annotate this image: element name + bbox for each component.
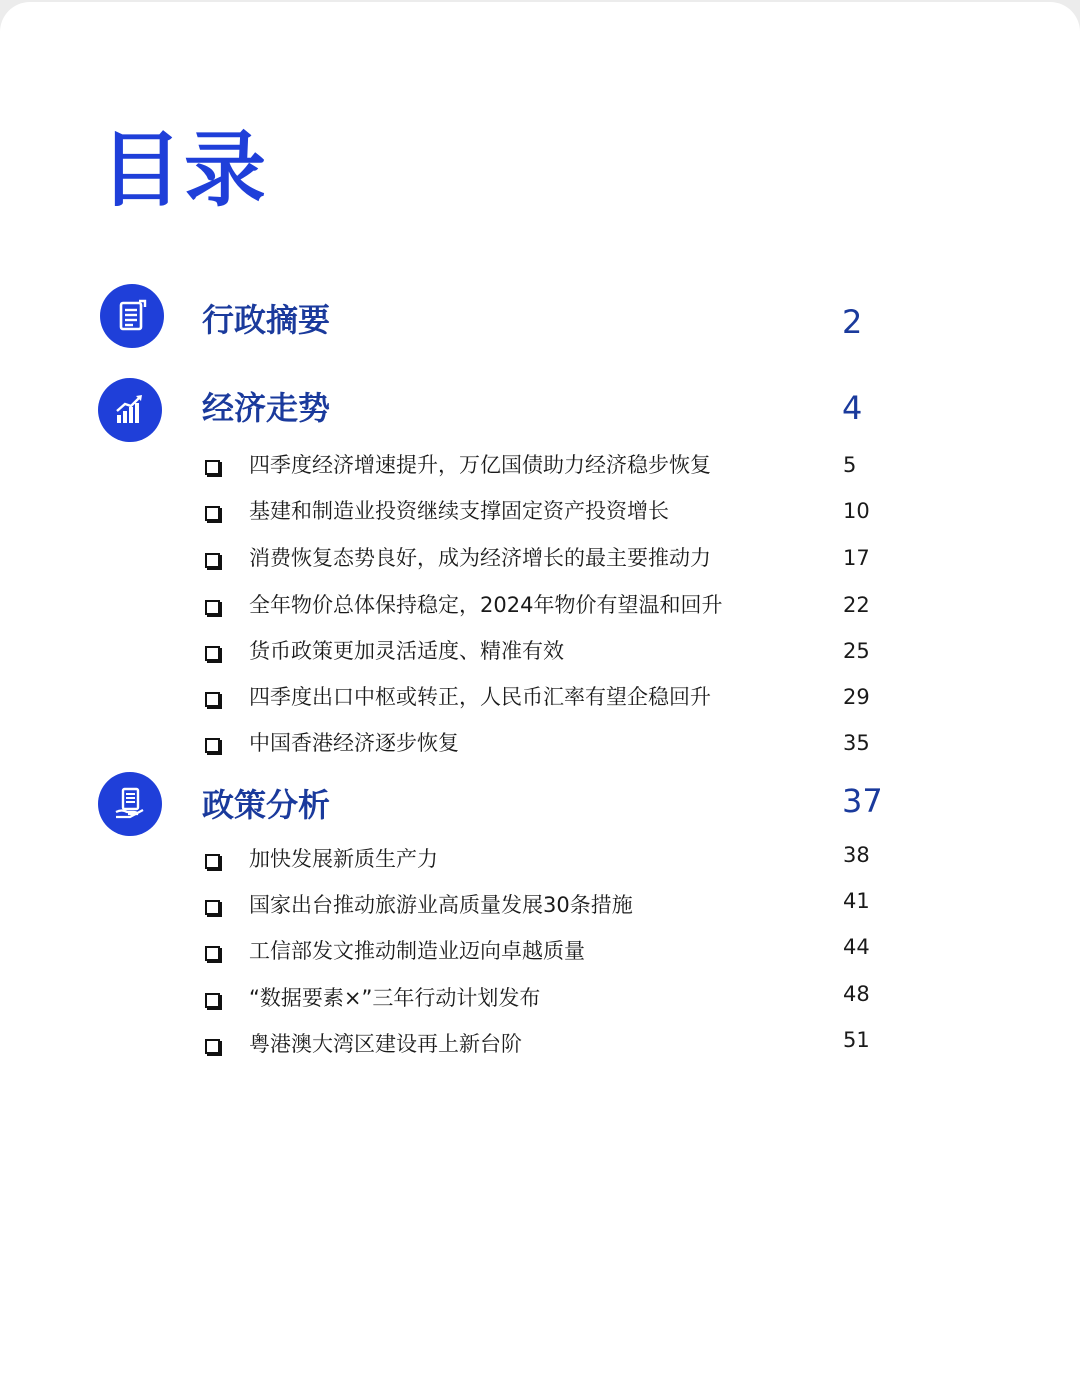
toc-item[interactable]: 四季度经济增速提升，万亿国债助力经济稳步恢复 <box>249 453 711 477</box>
toc-item[interactable]: 粤港澳大湾区建设再上新台阶 <box>249 1032 522 1056</box>
checkbox-icon <box>205 946 220 961</box>
checkbox-icon <box>205 506 220 521</box>
toc-item[interactable]: 基建和制造业投资继续支撑固定资产投资增长 <box>249 499 669 523</box>
section-page-number: 2 <box>842 303 863 341</box>
section-page-number: 4 <box>842 389 863 427</box>
page-title: 目录 <box>100 123 269 218</box>
toc-item-page: 44 <box>843 935 870 959</box>
checkbox-icon <box>205 600 220 615</box>
section-title[interactable]: 政策分析 <box>202 786 331 824</box>
toc-item[interactable]: 全年物价总体保持稳定，2024年物价有望温和回升 <box>249 593 723 617</box>
toc-item-page: 48 <box>843 982 870 1006</box>
toc-item[interactable]: 四季度出口中枢或转正，人民币汇率有望企稳回升 <box>249 685 711 709</box>
toc-page <box>0 2 1080 1386</box>
toc-item[interactable]: “数据要素×”三年行动计划发布 <box>249 986 541 1010</box>
section-title[interactable]: 经济走势 <box>202 389 331 427</box>
toc-item[interactable]: 消费恢复态势良好，成为经济增长的最主要推动力 <box>249 546 711 570</box>
checkbox-icon <box>205 854 220 869</box>
toc-item[interactable]: 国家出台推动旅游业高质量发展30条措施 <box>249 893 633 917</box>
checkbox-icon <box>205 553 220 568</box>
policy-document-hand-icon <box>98 772 162 836</box>
chart-growth-icon <box>98 378 162 442</box>
checkbox-icon <box>205 900 220 915</box>
toc-item-page: 5 <box>843 453 857 477</box>
toc-item-page: 25 <box>843 639 870 663</box>
checkbox-icon <box>205 1039 220 1054</box>
toc-item-page: 29 <box>843 685 870 709</box>
section-page-number: 37 <box>842 782 883 820</box>
checkbox-icon <box>205 738 220 753</box>
toc-item-page: 35 <box>843 731 870 755</box>
toc-item-page: 17 <box>843 546 870 570</box>
toc-item[interactable]: 工信部发文推动制造业迈向卓越质量 <box>249 939 585 963</box>
toc-item-page: 41 <box>843 889 870 913</box>
toc-item-page: 22 <box>843 593 870 617</box>
checkbox-icon <box>205 646 220 661</box>
toc-item-page: 51 <box>843 1028 870 1052</box>
checkbox-icon <box>205 692 220 707</box>
toc-item-page: 38 <box>843 843 870 867</box>
toc-item[interactable]: 货币政策更加灵活适度、精准有效 <box>249 639 564 663</box>
toc-item[interactable]: 中国香港经济逐步恢复 <box>249 731 459 755</box>
toc-item-page: 10 <box>843 499 870 523</box>
checkbox-icon <box>205 993 220 1008</box>
checkbox-icon <box>205 460 220 475</box>
document-icon <box>100 284 164 348</box>
toc-item[interactable]: 加快发展新质生产力 <box>249 847 438 871</box>
section-title[interactable]: 行政摘要 <box>202 301 331 339</box>
